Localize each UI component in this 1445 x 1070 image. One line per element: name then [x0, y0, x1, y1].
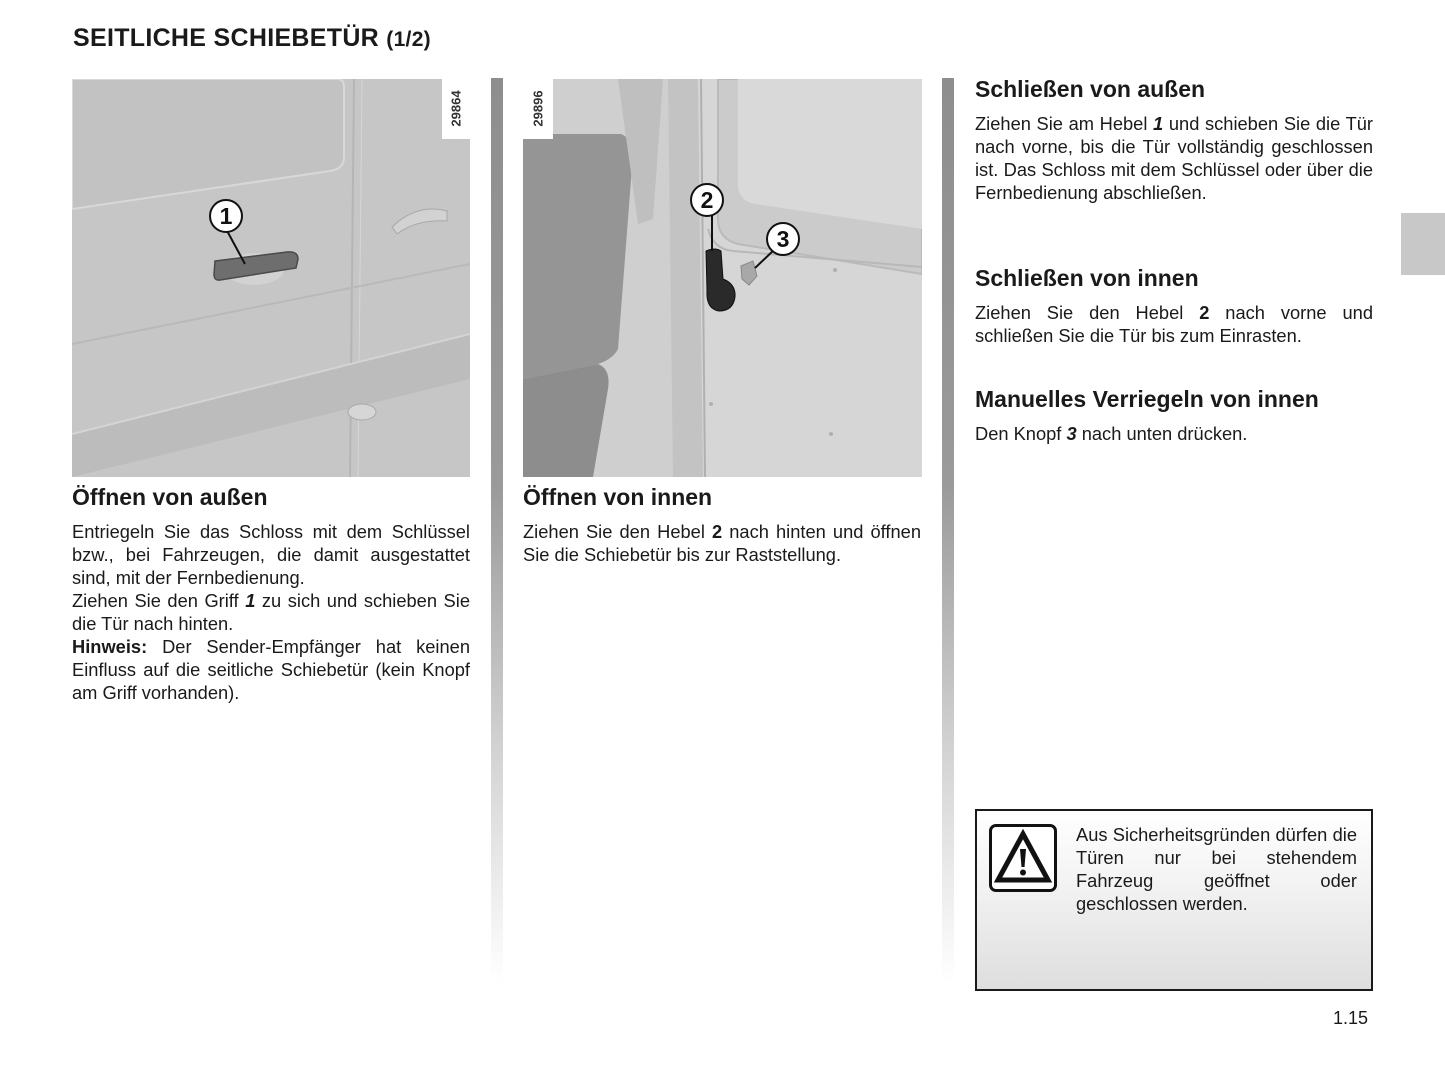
interior-door-illustration	[523, 79, 922, 477]
figure-code: 29896	[523, 79, 553, 139]
section-paragraph: Ziehen Sie den Hebel 2 nach vorne und schließen Sie die Tür bis zum Einrasten.	[975, 302, 1373, 346]
exterior-door-illustration	[72, 79, 470, 477]
reference-number: 2	[1199, 302, 1210, 323]
page-title	[73, 24, 431, 53]
section-paragraph: Den Knopf 3 nach unten drücken.	[975, 423, 1248, 444]
section-open-inside	[523, 484, 921, 566]
page-title-text: SEITLICHE SCHIEBETÜR	[73, 24, 380, 52]
reference-number: 1	[245, 590, 256, 611]
section-heading: Öffnen von außen	[72, 484, 268, 510]
reference-number: 1	[1153, 113, 1164, 134]
section-open-outside	[72, 484, 470, 704]
chapter-thumb-tab	[1401, 213, 1445, 275]
warning-text: Aus Sicherheitsgründen dürfen die Türen nur bei stehendem Fahrzeug geöffnet oder geschlossen werden.	[1076, 824, 1357, 914]
figure-exterior-door	[72, 79, 470, 477]
warning-triangle-icon	[989, 824, 1057, 892]
column-separator-right	[942, 78, 954, 983]
page-title-part: (1/2)	[386, 28, 431, 51]
reference-number: 2	[711, 521, 723, 542]
section-close-inside	[975, 265, 1373, 347]
section-heading: Manuelles Verriegeln von innen	[975, 386, 1319, 412]
reference-number: 3	[1066, 423, 1077, 444]
callout-2: 2	[690, 183, 724, 217]
note-label: Hinweis:	[72, 636, 148, 657]
callout-3: 3	[766, 222, 800, 256]
callout-1: 1	[209, 199, 243, 233]
section-paragraph: Ziehen Sie am Hebel 1 und schieben Sie die Tür nach vorne, bis die Tür vollständig geschlossen ist. Das Schloss mit dem Schlüssel oder über die Fernbedienung abschließen.	[975, 113, 1373, 203]
column-separator-left	[491, 78, 503, 983]
section-heading: Schließen von innen	[975, 265, 1199, 291]
figure-interior-door	[523, 79, 922, 477]
section-paragraph: Entriegeln Sie das Schloss mit dem Schlüssel bzw., bei Fahrzeugen, die damit ausgestattet sind, mit der Fernbedienung. Ziehen Sie den Griff 1 zu sich und schieben Sie die Tür nach hinten. Hinweis: Der Sender-Empfänger hat keinen Einfluss auf die seitliche Schiebetür (kein Knopf am Griff vorhanden).	[72, 521, 470, 703]
section-heading: Öffnen von innen	[523, 484, 713, 510]
section-paragraph: Ziehen Sie den Hebel 2 nach hinten und öffnen Sie die Schiebetür bis zur Raststellung.	[523, 521, 921, 565]
section-close-outside	[975, 76, 1373, 204]
warning-box	[975, 809, 1373, 991]
page-number: 1.15	[1333, 1008, 1369, 1028]
section-heading: Schließen von außen	[975, 76, 1206, 102]
figure-code: 29864	[442, 79, 470, 139]
section-manual-lock	[975, 386, 1373, 445]
